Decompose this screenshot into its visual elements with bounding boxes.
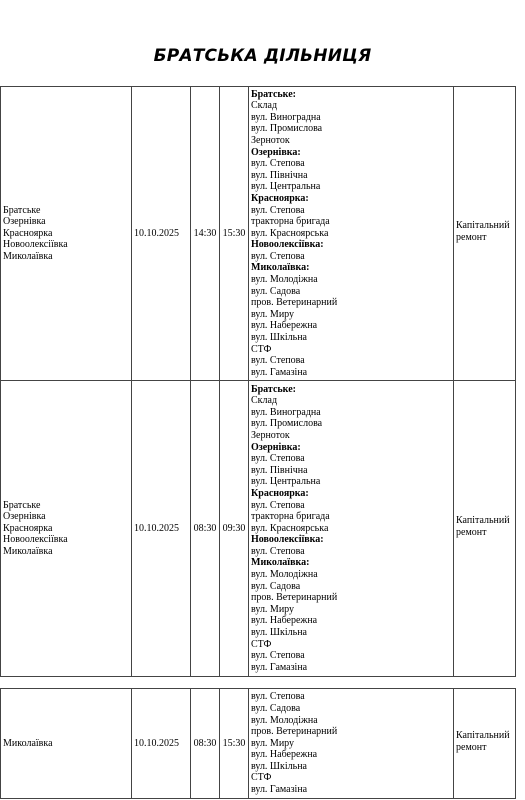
address-line: вул. Миру [251, 603, 295, 615]
date-text: 10.10.2025 [134, 522, 179, 534]
time-to-text: 15:30 [222, 227, 246, 239]
settlements-cell [1, 381, 132, 677]
settlement-heading: Новоолексiївка: [251, 239, 324, 251]
address-line: вул. Молодiжна [251, 714, 318, 726]
address-line: вул. Шкiльна [251, 627, 307, 639]
settlement-heading: Озернiвка: [251, 441, 301, 453]
address-line: вул. Садова [251, 702, 301, 714]
reason-text: Капiтальний ремонт [456, 514, 510, 538]
time-from-text: 08:30 [193, 522, 217, 534]
address-line: вул. Гамазiна [251, 661, 308, 673]
time-to-cell [220, 689, 249, 799]
settlement-name: Братське [3, 204, 41, 216]
settlement-name: Озернiвка [3, 216, 46, 228]
settlement-heading: Озернiвка: [251, 146, 301, 158]
addresses-cell [249, 381, 454, 677]
address-line: вул. Пiвнiчна [251, 169, 308, 181]
addresses-cell [249, 689, 454, 799]
address-line: вул. Центральна [251, 181, 321, 193]
address-line: вул. Степова [251, 691, 305, 703]
address-line: вул. Шкiльна [251, 760, 307, 772]
address-line: вул. Молодiжна [251, 569, 318, 581]
settlement-name: Озернiвка [3, 511, 46, 523]
address-line: Зерноток [251, 134, 290, 146]
address-line: вул. Степова [251, 250, 305, 262]
address-line: вул. Степова [251, 158, 305, 170]
reason-text: Капiтальний ремонт [456, 729, 510, 753]
address-line: вул. Степова [251, 204, 305, 216]
address-line: вул. Миру [251, 737, 295, 749]
settlement-heading: Миколаївка: [251, 262, 310, 274]
addresses-cell [249, 87, 454, 381]
address-line: Склад [251, 100, 278, 112]
address-line: вул. Центральна [251, 476, 321, 488]
settlement-name: Миколаївка [3, 737, 53, 749]
settlement-name: Красноярка [3, 227, 53, 239]
date-text: 10.10.2025 [134, 227, 179, 239]
address-line: вул. Степова [251, 650, 305, 662]
reason-text: Капiтальний ремонт [456, 219, 510, 243]
settlement-name: Миколаївка [3, 250, 53, 262]
settlement-name: Красноярка [3, 522, 53, 534]
address-line: вул. Гамазiна [251, 366, 308, 378]
table-row [1, 689, 516, 799]
address-line: вул. Виноградна [251, 111, 321, 123]
address-line: тракторна бригада [251, 511, 330, 523]
address-line: вул. Пiвнiчна [251, 464, 308, 476]
address-line: вул. Шкiльна [251, 332, 307, 344]
settlement-heading: Братське: [251, 88, 296, 100]
date-cell [132, 689, 191, 799]
time-to-text: 09:30 [222, 522, 246, 534]
settlements-cell [1, 689, 132, 799]
address-line: вул. Промислова [251, 418, 323, 430]
settlement-heading: Новоолексiївка: [251, 534, 324, 546]
address-line: вул. Молодiжна [251, 274, 318, 286]
address-line: вул. Красноярська [251, 227, 329, 239]
table-row [1, 381, 516, 677]
time-from-text: 14:30 [193, 227, 217, 239]
settlement-heading: Красноярка: [251, 192, 309, 204]
time-from-cell [191, 689, 220, 799]
time-from-cell [191, 381, 220, 677]
settlement-name: Братське [3, 499, 41, 511]
schedule-table-1 [0, 86, 516, 677]
address-line: вул. Набережна [251, 320, 318, 332]
date-text: 10.10.2025 [134, 737, 179, 749]
address-line: Склад [251, 395, 278, 407]
reason-cell [454, 381, 516, 677]
address-line: вул. Степова [251, 545, 305, 557]
address-line: пров. Ветеринарний [251, 726, 338, 738]
address-line: СТФ [251, 772, 272, 784]
address-line: вул. Гамазiна [251, 784, 308, 796]
time-from-text: 08:30 [193, 737, 217, 749]
table-row [1, 87, 516, 381]
date-cell [132, 381, 191, 677]
reason-cell [454, 689, 516, 799]
address-line: вул. Степова [251, 453, 305, 465]
address-line: вул. Садова [251, 580, 301, 592]
address-line: СТФ [251, 638, 272, 650]
settlement-name: Новоолексiївка [3, 239, 68, 251]
address-line: вул. Степова [251, 355, 305, 367]
address-line: СТФ [251, 343, 272, 355]
time-from-cell [191, 87, 220, 381]
address-line: вул. Набережна [251, 749, 318, 761]
date-cell [132, 87, 191, 381]
address-line: вул. Виноградна [251, 406, 321, 418]
settlement-name: Миколаївка [3, 545, 53, 557]
time-to-cell [220, 381, 249, 677]
time-to-cell [220, 87, 249, 381]
time-to-text: 15:30 [222, 737, 246, 749]
settlement-heading: Красноярка: [251, 487, 309, 499]
reason-cell [454, 87, 516, 381]
settlements-cell [1, 87, 132, 381]
address-line: Зерноток [251, 429, 290, 441]
schedule-table-2 [0, 688, 516, 799]
address-line: вул. Промислова [251, 123, 323, 135]
settlement-name: Новоолексiївка [3, 534, 68, 546]
address-line: вул. Миру [251, 308, 295, 320]
settlement-heading: Братське: [251, 383, 296, 395]
address-line: вул. Красноярська [251, 522, 329, 534]
address-line: вул. Степова [251, 499, 305, 511]
address-line: вул. Набережна [251, 615, 318, 627]
settlement-heading: Миколаївка: [251, 557, 310, 569]
address-line: пров. Ветеринарний [251, 592, 338, 604]
address-line: пров. Ветеринарний [251, 297, 338, 309]
page-title: БРАТСЬКА ДІЛЬНИЦЯ [153, 46, 372, 66]
address-line: вул. Садова [251, 285, 301, 297]
address-line: тракторна бригада [251, 216, 330, 228]
